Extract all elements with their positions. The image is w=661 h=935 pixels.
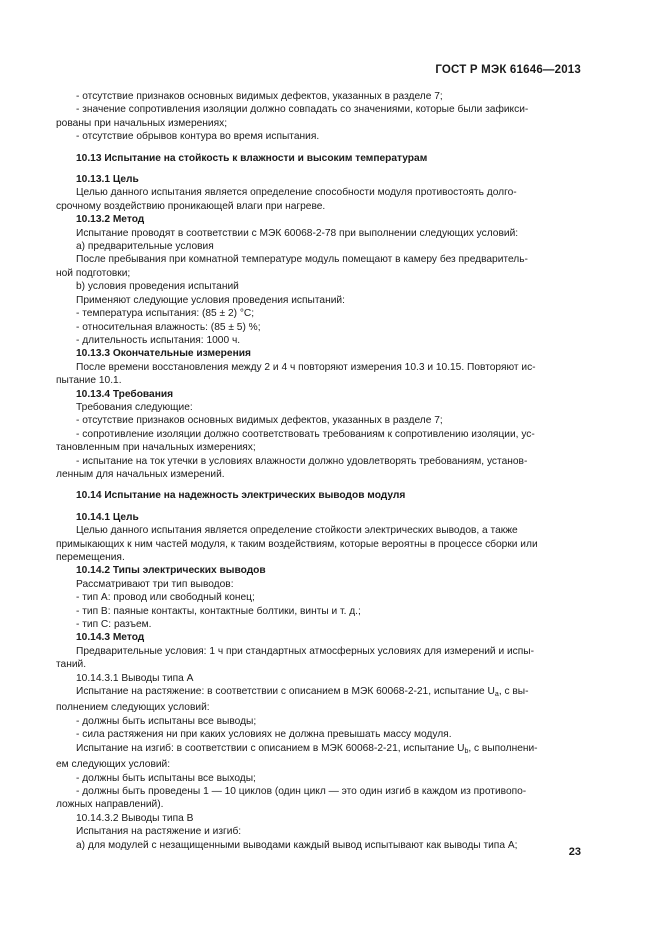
- subsection-heading: 10.13.4 Требования: [76, 388, 174, 400]
- paragraph: Предварительные условия: 1 ч при стандартных атмосферных условиях для измерений и испы-: [76, 645, 534, 657]
- paragraph: - испытание на ток утечки в условиях влажности должно удовлетворять требованиям, установ-: [76, 455, 528, 467]
- subsection-heading: 10.14.1 Цель: [76, 511, 139, 523]
- paragraph: - тип А: провод или свободный конец;: [76, 592, 255, 604]
- paragraph: - температура испытания: (85 ± 2) °С;: [76, 308, 255, 320]
- paragraph: ной подготовки;: [56, 267, 131, 279]
- paragraph: срочному воздействию проникающей влаги при нагреве.: [56, 200, 326, 212]
- paragraph: рованы при начальных измерениях;: [56, 117, 228, 129]
- paragraph: - должны быть испытаны все выходы;: [76, 772, 256, 784]
- paragraph: - должны быть испытаны все выводы;: [76, 715, 257, 727]
- paragraph: После пребывания при комнатной температуре модуль помещают в камеру без предваритель-: [76, 254, 528, 266]
- paragraph: а) для модулей с незащищенными выводами каждый вывод испытывают как выводы типа А;: [76, 839, 518, 851]
- paragraph: [56, 685, 580, 701]
- subsection-heading: 10.13.2 Метод: [76, 214, 145, 226]
- paragraph: примыкающих к ним частей модуля, к таким воздействиям, которые вероятны в процессе сборки или: [56, 538, 538, 550]
- paragraph: - сопротивление изоляции должно соответствовать требованиям к сопротивлению изоляции, ус-: [76, 428, 535, 440]
- clause-heading: 10.14.3.2 Выводы типа В: [76, 812, 194, 824]
- subsection-heading: 10.13.3 Окончательные измерения: [76, 348, 251, 360]
- paragraph: b) условия проведения испытаний: [76, 281, 239, 293]
- paragraph: После времени восстановления между 2 и 4 ч повторяют измерения 10.3 и 10.15. Повторяют ис-: [76, 361, 536, 373]
- paragraph: - должны быть проведены 1 — 10 циклов (один цикл — это один изгиб в каждом из противопо-: [76, 785, 527, 797]
- paragraph: Требования следующие:: [76, 401, 193, 413]
- paragraph: Испытание проводят в соответствии с МЭК 60068-2-78 при выполнении следующих условий:: [76, 227, 519, 239]
- text-run: Испытание на изгиб: в соответствии с описанием в МЭК 60068-2-21, испытание U: [76, 742, 465, 754]
- text-run: , с вы-: [498, 686, 529, 698]
- section-heading: 10.14 Испытание на надежность электрических выводов модуля: [76, 490, 406, 502]
- paragraph: Рассматривают три тип выводов:: [76, 578, 234, 590]
- paragraph: Применяют следующие условия проведения испытаний:: [76, 294, 345, 306]
- page-number: 23: [568, 846, 581, 858]
- paragraph: перемещения.: [56, 552, 125, 563]
- paragraph: - значение сопротивления изоляции должно совпадать со значениями, которые были зафикси-: [76, 104, 529, 116]
- paragraph: Целью данного испытания является определение стойкости электрических выводов, а также: [76, 525, 518, 537]
- paragraph: - относительная влажность: (85 ± 5) %;: [76, 321, 261, 333]
- paragraph: - длительность испытания: 1000 ч.: [76, 334, 241, 346]
- section-heading: 10.13 Испытание на стойкость к влажности и высоким температурам: [76, 152, 428, 164]
- paragraph: ложных направлений).: [56, 799, 164, 811]
- paragraph: Испытания на растяжение и изгиб:: [76, 826, 242, 838]
- subsection-heading: 10.13.1 Цель: [76, 174, 139, 186]
- standard-header: ГОСТ Р МЭК 61646—2013: [435, 64, 581, 76]
- paragraph: - сила растяжения ни при каких условиях не должна превышать массу модуля.: [76, 729, 452, 741]
- paragraph: ленным для начальных измерений.: [56, 468, 225, 480]
- document-body: [56, 90, 580, 852]
- subscript: a: [494, 691, 499, 699]
- paragraph: - тип В: паяные контакты, контактные болтики, винты и т. д.;: [76, 605, 361, 617]
- text-run: , с выполнени-: [468, 742, 538, 754]
- subsection-heading: 10.14.3 Метод: [76, 632, 145, 644]
- paragraph: ем следующих условий:: [56, 759, 171, 771]
- paragraph: - отсутствие обрывов контура во время испытания.: [76, 131, 320, 143]
- text-run: Испытание на растяжение: в соответствии с описанием в МЭК 60068-2-21, испытание U: [76, 686, 495, 698]
- paragraph: полнением следующих условий:: [56, 702, 210, 714]
- paragraph: [56, 742, 580, 758]
- paragraph: пытание 10.1.: [56, 375, 122, 387]
- subscript: b: [464, 747, 469, 755]
- paragraph: - тип С: разъем.: [76, 619, 152, 631]
- paragraph: таний.: [56, 659, 87, 671]
- paragraph: - отсутствие признаков основных видимых дефектов, указанных в разделе 7;: [76, 91, 443, 102]
- paragraph: - отсутствие признаков основных видимых дефектов, указанных в разделе 7;: [76, 415, 443, 427]
- paragraph: а) предварительные условия: [76, 241, 214, 253]
- paragraph: Целью данного испытания является определение способности модуля противостоять долго-: [76, 187, 517, 199]
- clause-heading: 10.14.3.1 Выводы типа А: [76, 672, 194, 684]
- paragraph: тановленным при начальных измерениях;: [56, 442, 256, 454]
- subsection-heading: 10.14.2 Типы электрических выводов: [76, 565, 266, 577]
